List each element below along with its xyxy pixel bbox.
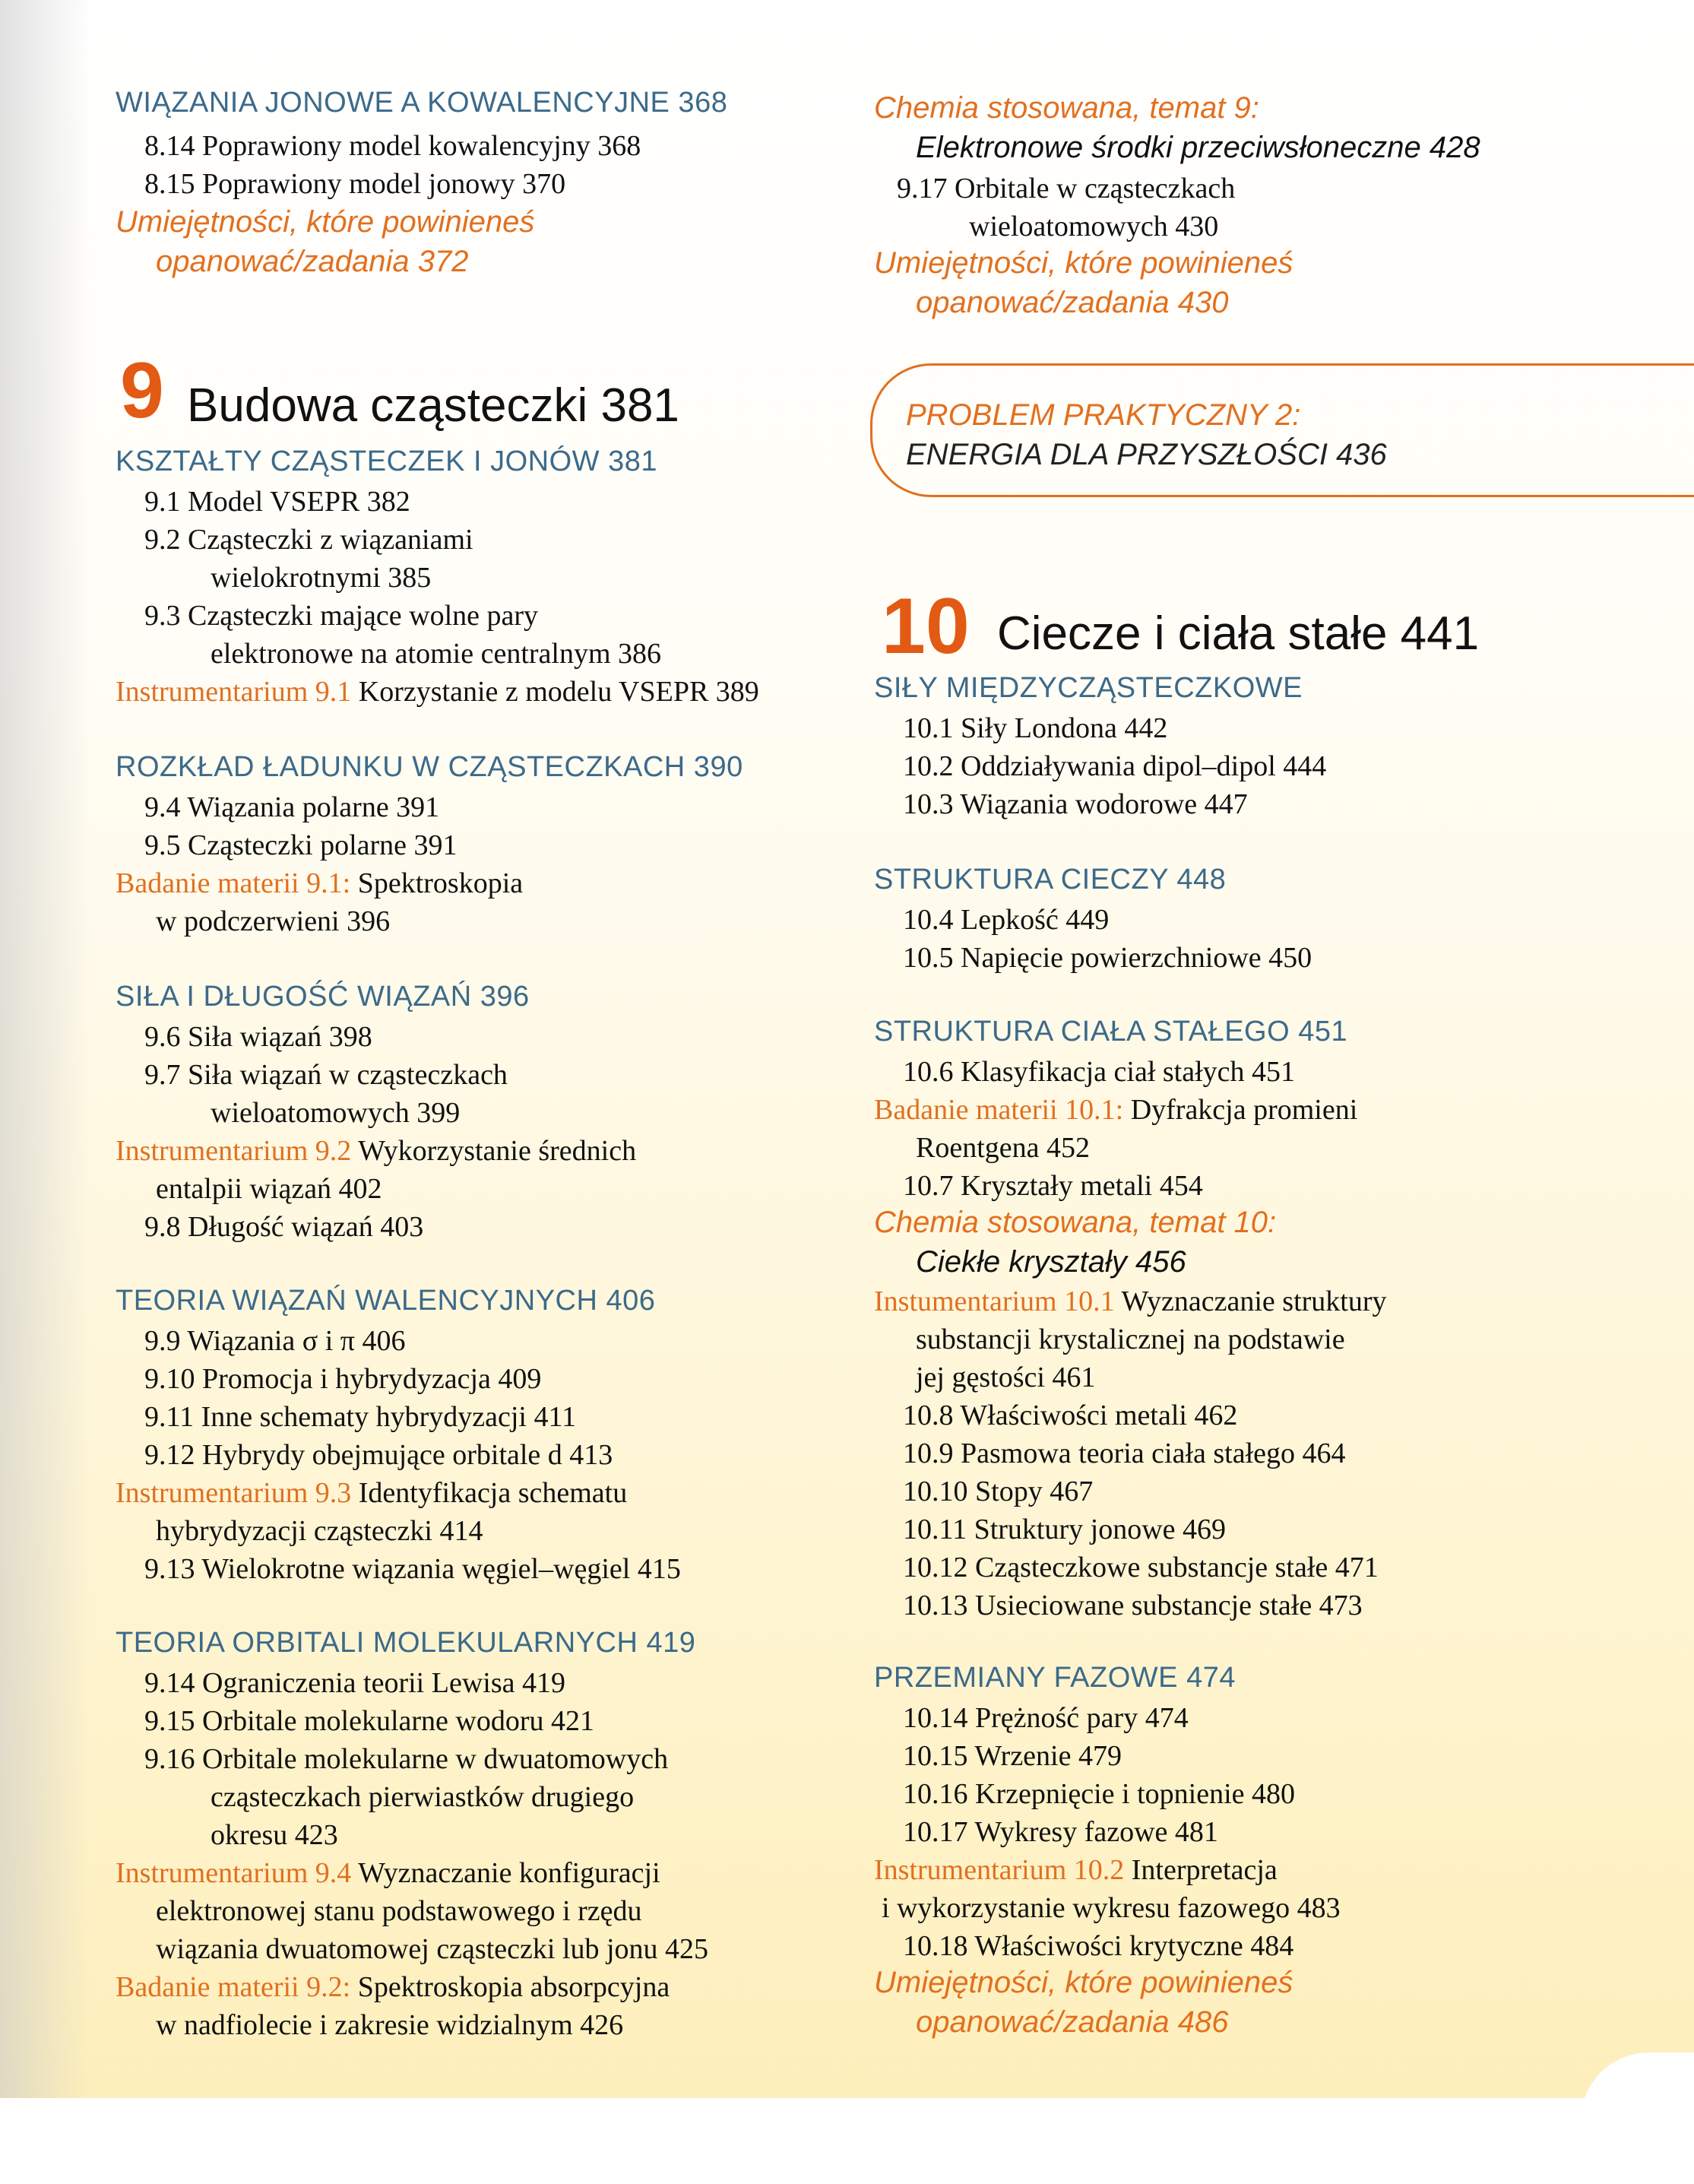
instrumentarium-entry bbox=[874, 1285, 1387, 1318]
research-entry bbox=[874, 1093, 1357, 1127]
section-heading: KSZTAŁTY CZĄSTECZEK I JONÓW 381 bbox=[116, 445, 658, 477]
toc-entry: 9.14 Ograniczenia teorii Lewisa 419 bbox=[144, 1667, 565, 1699]
toc-entry: 9.3 Cząsteczki mające wolne pary bbox=[144, 600, 539, 632]
instrumentarium-text: Identyfikacja schematu bbox=[351, 1477, 628, 1509]
toc-entry: 9.6 Siła wiązań 398 bbox=[144, 1021, 372, 1053]
section-heading: STRUKTURA CIAŁA STAŁEGO 451 bbox=[874, 1016, 1348, 1048]
chapter-number: 9 bbox=[120, 347, 164, 435]
chapter-number: 10 bbox=[882, 582, 970, 670]
toc-entry: 9.10 Promocja i hybrydyzacja 409 bbox=[144, 1363, 542, 1395]
research-entry bbox=[116, 1970, 670, 2004]
toc-entry: 9.8 Długość wiązań 403 bbox=[144, 1211, 424, 1243]
toc-entry: w podczerwieni 396 bbox=[156, 905, 391, 937]
instrumentarium-entry bbox=[116, 675, 759, 708]
toc-entry: 10.1 Siły Londona 442 bbox=[903, 712, 1168, 744]
toc-entry: wielokrotnymi 385 bbox=[211, 562, 432, 594]
toc-entry: 9.12 Hybrydy obejmujące orbitale d 413 bbox=[144, 1439, 613, 1471]
toc-entry: 9.16 Orbitale molekularne w dwuatomowych bbox=[144, 1743, 669, 1775]
toc-entry: 10.9 Pasmowa teoria ciała stałego 464 bbox=[903, 1438, 1346, 1469]
toc-entry: hybrydyzacji cząsteczki 414 bbox=[156, 1515, 483, 1547]
section-heading: ROZKŁAD ŁADUNKU W CZĄSTECZKACH 390 bbox=[116, 751, 743, 783]
toc-entry: 9.4 Wiązania polarne 391 bbox=[144, 791, 440, 823]
toc-entry: 8.14 Poprawiony model kowalencyjny 368 bbox=[144, 130, 641, 162]
toc-entry: entalpii wiązań 402 bbox=[156, 1173, 382, 1205]
page-bottom-margin bbox=[0, 2098, 1694, 2184]
instrumentarium-label: Instrumentarium 9.1 bbox=[116, 676, 352, 708]
toc-entry: cząsteczkach pierwiastków drugiego bbox=[211, 1781, 635, 1813]
toc-entry: i wykorzystanie wykresu fazowego 483 bbox=[882, 1892, 1341, 1924]
toc-entry: 9.15 Orbitale molekularne wodoru 421 bbox=[144, 1705, 595, 1737]
instrumentarium-entry bbox=[116, 1856, 660, 1890]
research-label: Badanie materii 9.1: bbox=[116, 867, 351, 899]
section-heading: STRUKTURA CIECZY 448 bbox=[874, 864, 1227, 895]
toc-entry: elektronowej stanu podstawowego i rzędu bbox=[156, 1895, 642, 1927]
instrumentarium-text: Wyznaczanie struktury bbox=[1114, 1285, 1387, 1317]
research-text: Spektroskopia absorpcyjna bbox=[350, 1971, 670, 2003]
research-label: Badanie materii 10.1: bbox=[874, 1094, 1124, 1126]
toc-entry: wiązania dwuatomowej cząsteczki lub jonu 425 bbox=[156, 1933, 709, 1965]
research-label: Badanie materii 9.2: bbox=[116, 1971, 351, 2003]
instrumentarium-text: Wykorzystanie średnich bbox=[351, 1135, 637, 1167]
instrumentarium-label: Instrumentarium 9.2 bbox=[116, 1135, 352, 1167]
section-heading: TEORIA ORBITALI MOLEKULARNYCH 419 bbox=[116, 1627, 696, 1659]
toc-entry: elektronowe na atomie centralnym 386 bbox=[211, 638, 662, 670]
page-binding-shadow bbox=[0, 0, 91, 2184]
section-heading: WIĄZANIA JONOWE A KOWALENCYJNE 368 bbox=[116, 87, 728, 119]
toc-entry: 10.10 Stopy 467 bbox=[903, 1476, 1094, 1507]
instrumentarium-text: Interpretacja bbox=[1124, 1854, 1278, 1886]
research-text: Spektroskopia bbox=[350, 867, 524, 899]
toc-entry: 10.8 Właściwości metali 462 bbox=[903, 1399, 1238, 1431]
toc-entry: 9.11 Inne schematy hybrydyzacji 411 bbox=[144, 1401, 577, 1433]
toc-entry: jej gęstości 461 bbox=[916, 1361, 1096, 1393]
practical-problem-title: ENERGIA DLA PRZYSZŁOŚCI 436 bbox=[906, 438, 1387, 471]
section-heading: TEORIA WIĄZAŃ WALENCYJNYCH 406 bbox=[116, 1285, 656, 1317]
instrumentarium-label: Instrumentarium 9.3 bbox=[116, 1477, 352, 1509]
toc-entry: wieloatomowych 399 bbox=[211, 1097, 461, 1129]
toc-entry: substancji krystalicznej na podstawie bbox=[916, 1323, 1345, 1355]
toc-entry: okresu 423 bbox=[211, 1819, 338, 1851]
toc-entry: 10.14 Prężność pary 474 bbox=[903, 1702, 1189, 1734]
skills-link: Umiejętności, które powinieneś bbox=[874, 1966, 1293, 1999]
skills-link: Umiejętności, które powinieneś bbox=[874, 246, 1293, 280]
toc-entry: 8.15 Poprawiony model jonowy 370 bbox=[144, 168, 566, 200]
toc-entry: 10.18 Właściwości krytyczne 484 bbox=[903, 1930, 1294, 1962]
toc-entry: 10.4 Lepkość 449 bbox=[903, 904, 1110, 936]
toc-entry: wieloatomowych 430 bbox=[969, 211, 1219, 242]
instrumentarium-label: Instrumentarium 9.4 bbox=[116, 1857, 352, 1889]
applied-chemistry-label: Chemia stosowana, temat 10: bbox=[874, 1206, 1277, 1239]
applied-chemistry-label: Chemia stosowana, temat 9: bbox=[874, 91, 1259, 125]
research-text: Dyfrakcja promieni bbox=[1123, 1094, 1358, 1126]
skills-link: opanować/zadania 372 bbox=[156, 245, 469, 278]
toc-entry: 9.13 Wielokrotne wiązania węgiel–węgiel 415 bbox=[144, 1553, 681, 1585]
toc-entry: 9.9 Wiązania σ i π 406 bbox=[144, 1325, 406, 1357]
page-corner bbox=[1581, 2052, 1694, 2184]
instrumentarium-entry bbox=[874, 1853, 1278, 1887]
skills-link: Umiejętności, które powinieneś bbox=[116, 205, 535, 239]
toc-entry: 10.11 Struktury jonowe 469 bbox=[903, 1514, 1227, 1545]
instrumentarium-entry bbox=[116, 1134, 636, 1168]
toc-entry: 10.3 Wiązania wodorowe 447 bbox=[903, 788, 1248, 820]
toc-entry: 9.1 Model VSEPR 382 bbox=[144, 486, 410, 518]
toc-entry: 9.17 Orbitale w cząsteczkach bbox=[897, 173, 1236, 204]
instrumentarium-entry bbox=[116, 1476, 627, 1510]
instrumentarium-label: Instrumentarium 10.2 bbox=[874, 1854, 1125, 1886]
toc-entry: 10.17 Wykresy fazowe 481 bbox=[903, 1816, 1218, 1848]
toc-entry: 10.7 Kryształy metali 454 bbox=[903, 1170, 1203, 1202]
instrumentarium-label: Instumentarium 10.1 bbox=[874, 1285, 1115, 1317]
skills-link: opanować/zadania 430 bbox=[916, 286, 1229, 319]
toc-entry: 10.12 Cząsteczkowe substancje stałe 471 bbox=[903, 1552, 1379, 1583]
applied-chemistry-title: Elektronowe środki przeciwsłoneczne 428 bbox=[916, 131, 1480, 164]
section-heading: SIŁA I DŁUGOŚĆ WIĄZAŃ 396 bbox=[116, 981, 530, 1013]
practical-problem-label: PROBLEM PRAKTYCZNY 2: bbox=[906, 398, 1301, 432]
toc-entry: 10.13 Usieciowane substancje stałe 473 bbox=[903, 1590, 1363, 1621]
applied-chemistry-title: Ciekłe kryształy 456 bbox=[916, 1245, 1186, 1279]
toc-entry: 9.2 Cząsteczki z wiązaniami bbox=[144, 524, 473, 556]
chapter-title: Ciecze i ciała stałe 441 bbox=[997, 607, 1480, 660]
toc-entry: 10.15 Wrzenie 479 bbox=[903, 1740, 1122, 1772]
instrumentarium-text: Wyznaczanie konfiguracji bbox=[351, 1857, 660, 1889]
instrumentarium-text: Korzystanie z modelu VSEPR 389 bbox=[351, 676, 759, 708]
section-heading: PRZEMIANY FAZOWE 474 bbox=[874, 1662, 1236, 1694]
skills-link: opanować/zadania 486 bbox=[916, 2005, 1229, 2039]
toc-entry: Roentgena 452 bbox=[916, 1132, 1091, 1164]
toc-entry: w nadfiolecie i zakresie widzialnym 426 bbox=[156, 2009, 624, 2041]
section-heading: SIŁY MIĘDZYCZĄSTECZKOWE bbox=[874, 672, 1303, 704]
toc-entry: 9.5 Cząsteczki polarne 391 bbox=[144, 829, 458, 861]
chapter-title: Budowa cząsteczki 381 bbox=[187, 379, 679, 432]
toc-entry: 10.2 Oddziaływania dipol–dipol 444 bbox=[903, 750, 1327, 782]
toc-entry: 9.7 Siła wiązań w cząsteczkach bbox=[144, 1059, 508, 1091]
toc-entry: 10.16 Krzepnięcie i topnienie 480 bbox=[903, 1778, 1296, 1810]
research-entry bbox=[116, 867, 523, 900]
toc-entry: 10.5 Napięcie powierzchniowe 450 bbox=[903, 942, 1312, 974]
toc-entry: 10.6 Klasyfikacja ciał stałych 451 bbox=[903, 1056, 1296, 1088]
